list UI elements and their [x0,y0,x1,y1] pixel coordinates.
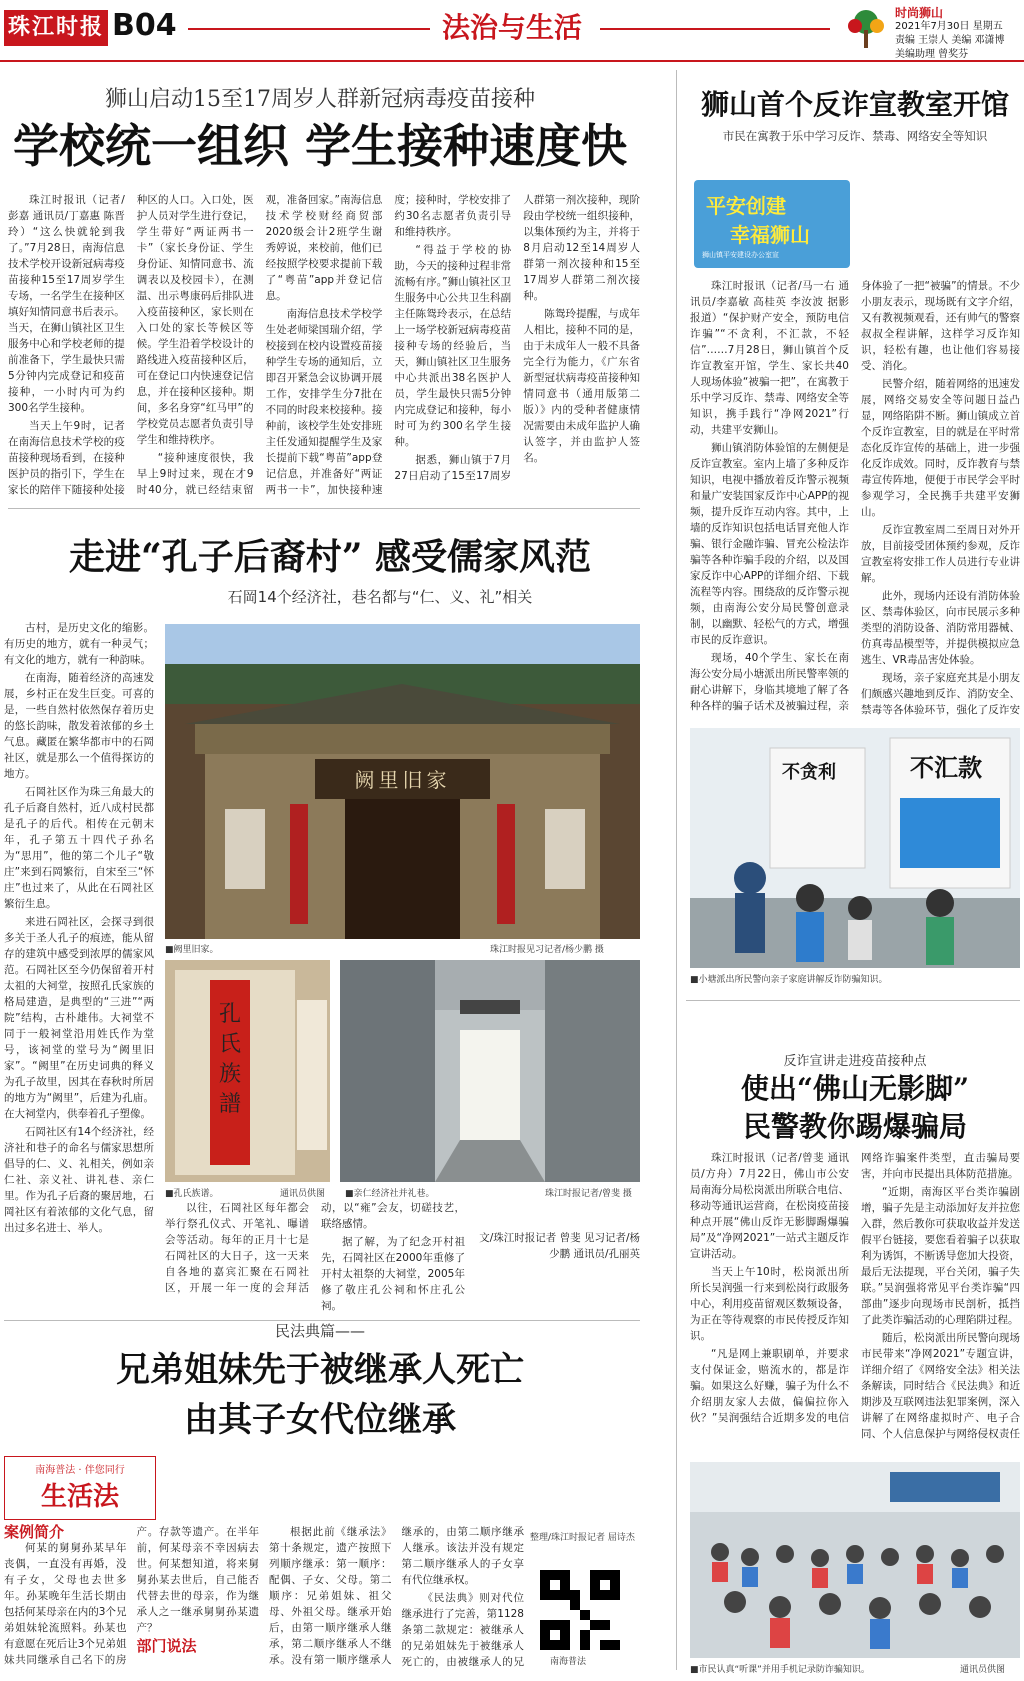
story1-headline: 学校统一组织 学生接种速度快 [12,119,627,173]
photo-alley [340,960,640,1182]
story5-para: “凡是网上兼职刷单，并要求支付保证金，赔流水的，都是诈骗。如果这么好赚，骗子为什么不介绍朋友家人去做，偏偏拉你入伙？”吴润强结合近期多发的电信网络诈骗案件类型，直击骗局要害，并向市民提出具体防范措施。 [690,1152,1020,1424]
law-column-logo [4,1456,156,1520]
caption-genealogy: ■孔氏族谱。 [165,1189,219,1199]
story3-para: 根据此前《继承法》第十条规定，遗产按照下列顺序继承：第一顺序：配偶、子女、父母。第二顺序：兄弟姐妹、祖父母、外祖父母。继承开始后，由第一顺序继承人继承，第二顺序继承人不继承。没有第一顺序继承人继承的，由第二顺序继承人继承。该法并没有规定第二顺序继承人的子女享有代位继承权。 [269,1526,524,1666]
photo-ancestral-hall [165,624,640,939]
story4-subhead: 市民在寓教于乐中学习反诈、禁毒、网络安全等知识 [722,129,988,143]
story5-headline-2: 民警教你踢爆骗局 [742,1110,967,1143]
photo-genealogy [165,960,330,1182]
story1-body [8,192,640,500]
badge-sub: 狮山镇平安建设办公室宣 [702,251,779,259]
story1-para: “接种速度很快，我早上9时过来，现在才9时40分，就已经结束留观，准备回家。”南海信息技术学校财经商贸部2020级会计2班学生谢秀婷说，来校前，他们已经按照学校要求提前下载了“粤苗”app并登记信息。 [136,194,383,496]
masthead-bottom-rule [0,60,1024,62]
section-title: 法治与生活 [430,6,594,46]
qr-code-icon [540,1570,620,1650]
section-case-summary: 案例简介 [4,1524,65,1541]
story2-body-bottom [165,1200,465,1315]
photo-anti-fraud-room [690,728,1020,968]
story2-byline: 文/珠江时报记者 曾斐 见习记者/杨少鹏 通讯员/孔丽英 [479,1232,640,1260]
story2-body-left [4,620,154,1315]
credit-genealogy: 通讯员供图 [280,1189,326,1199]
editor-assistant: 美编助理 曾奖芬 [895,49,969,60]
story4-para: 珠江时报讯（记者/马一右 通讯员/李嘉敏 高桂英 李汝波 据影报道）“保护财产安全，预防电信诈骗”“不贪利，不汇款，不轻信”……7月28日，狮山镇首个反诈宣教室开馆，学生、家长共40人现场体验“被骗一把”，在寓教于乐中学习反诈、禁毒、网络安全等知识，携手践行“净网2021”行动，共建平安狮山。 [690,280,849,436]
photo-sign-2: 不汇款 [910,753,982,782]
story2-para: 来进石岡社区，会探寻到很多关于圣人孔子的痕迹，能从留存的建筑中感受到浓厚的儒家风范。石岡社区至今仍保留着开村太祖的大祠堂，按照孔氏家族的格局建造，是典型的“三进”“两院”结构，古朴雄伟。大祠堂不同于一般祠堂沿用姓氏作为堂号，该祠堂的堂号为“阙里旧家”。“阙里”在历史词典的释义为孔子故里，因其在春秋时所居的地方为“阙里”，后建为孔庙。在大祠堂内，供奉着孔子塑像。 [4,916,154,1120]
story3-para: 何某的舅舅孙某早年丧偶，一直没有再婚，没有子女，父母也去世多年。孙某晚年生活长期由包括何某母亲在内的3个兄弟姐妹轮流照料。孙某也有意愿在死后让3个兄弟姐妹共同继承自己名下的房产。存款等遗产。在半年前，何某母亲不幸因病去世。何某想知道，将来舅舅孙某去世后，自己能否代替去世的母亲，作为继承人之一继承舅舅孙某遗产？ [4,1526,259,1666]
tree-logo-icon [843,6,889,52]
story3-byline: 整理/珠江时报记者 屈诗杰 [530,1533,635,1543]
story1-para: “得益于学校的协助，今天的接种过程非常流畅有序。”狮山镇社区卫生服务中心公共卫生科副主任陈鸳玲表示，在总结上一场学校新冠病毒疫苗接种专场的经验后，当天，狮山镇社区卫生服务中心共派出38名医护人员，学生最快只需5分钟内完成登记和接种，每小时可为约300名学生接种。 [394,244,512,448]
masthead-info [895,6,1005,62]
story2-para: 古村，是历史文化的缩影。有历史的地方，就有一种灵气；有文化的地方，就有一种韵味。 [4,622,154,666]
story1-para: 珠江时报讯（记者/彭嘉 通讯员/丁嘉惠 陈晋玲）“这么快就轮到我了。”7月28日，南海信息技术学校开设新冠病毒疫苗接种15至17周岁学生专场，一名学生在接种区填好知情同意书后表示。当天，在狮山镇社区卫生服务中心和学校老师的提前准备下，学生最快只需5分钟内完成登记和疫苗接种，一小时内可为约300名学生接种。 [8,194,125,414]
story4-body [690,278,1020,724]
story4-para: 狮山镇消防体验馆的左侧便是反诈宣教室。室内上墙了多种反诈知识，电视中播放着反诈警示视频和量广安装国家反诈中心APP的视频，提升反诈互动内容。其中，上墙的反诈知识包括电话冒充他人诈骗、银行金融诈骗、冒充公检法诈骗等各种诈骗手段的介绍，以及国家反诈中心APP的详细介绍、下载流程等内容。围绕敌的反诈警示视频，由南海公安分局民警创意录制，以幽默、轻松气的方式，增强市民的反诈意识。 [690,442,849,646]
hall-plaque: 阙里旧家 [354,768,451,792]
story4-para: 现场，40个学生、家长在南海公安分局小塘派出所民警率领的耐心讲解下，身临其境地了解了各种各样的骗子话术及被骗过程，亲身体验了一把“被骗”的情景。不少小朋友表示，现场既有文字介绍，又有教视频观看，还有帅气的警察叔叔全程讲解，这样学习反诈知识，轻松有趣，也让他们容易接受、消化。 [690,280,1020,712]
story1-para: 陈鸳玲提醒，与成年人相比，接种不同的是，由于未成年人一般不具备完全行为能力，《广东省新型冠状病毒疫苗接种知情同意书（通用版第二版）》内的受种者健康情况需要由未成年监护人确认签字，并由监护人签名。 [523,308,640,464]
story5-para: 随后，松岗派出所民警向现场市民带来“净网2021”专题宣讲，详细介绍了《网络安全法》相关法条解读，同时结合《民法典》和近期涉及互联网违法犯罪案例，深入讲解了在网络虚拟时产、电子合同、个人信息保护与网络侵权责任 [861,1332,1020,1440]
story3-headline-2: 由其子女代位继承 [184,1400,456,1440]
story5-kicker: 反诈宣讲走进疫苗接种点 [783,1054,927,1069]
caption-alley: ■亲仁经济社并礼巷。 [345,1189,435,1199]
story1-kicker: 狮山启动15至17周岁人群新冠病毒疫苗接种 [105,87,535,112]
story1-para: 南海信息技术学校学生处老师梁国瑞介绍，学校接到在校内设置疫苗接种学生专场的通知后，立即召开紧急会议协调开展工作，安排学生分7批在不同的时段来校接种。接种前，该校学生处安排班主任发通知提醒学生及家长提前下载“粤苗”app登记信息，并准备好“两证两书一卡”，加快接种速度；接种时，学校安排了约30名志愿者负责引导和维持秩序。 [265,194,512,496]
story2-para: 据了解，为了纪念开村祖先，石岡社区在2000年重修了开村太祖祭的大祠堂，2005年修了敬庄孔公祠和怀庄孔公祠。 [321,1236,465,1312]
story5-headline-1: 使出“佛山无影脚” [740,1072,970,1105]
brand-name: 时尚狮山 [895,6,944,20]
masthead-rule-right [600,28,830,30]
credit-alley: 珠江时报记者/曾斐 摄 [545,1189,632,1199]
credit-vaccination-site: 通讯员供图 [960,1665,1006,1675]
genealogy-title: 孔氏族譜 [218,1002,241,1117]
story4-para: 民警介绍，随着网络的迅速发展，网络交易安全等问题日益凸显，网络陷阱不断。狮山镇成立首个反诈宣教室，目的就是在平时常态化反诈宣传的基础上，进一步强化反诈成效。同时，反诈教育与禁毒宣传阵地，便便于市民学会平时参观学习，全民携手共建平安狮山。 [861,378,1020,518]
logo-title: 生活法 [40,1482,119,1512]
story3-para: 《民法典》则对代位继承进行了完善，第1128条第二款规定：被继承人的兄弟姐妹先于被继承人死亡的，由被继承人的兄 [401,1592,524,1668]
badge-line2: 幸福狮山 [730,223,810,247]
story2-subhead: 石岡14个经济社，巷名都与“仁、义、礼”相关 [227,588,533,606]
qr-caption: 南海普法 [550,1657,587,1667]
caption-vaccination-site: ■市民认真“听课”并用手机记录防诈骗知识。 [690,1665,870,1675]
story5-para: 当天上午10时，松岗派出所所长吴润强一行来到松岗行政服务中心，利用疫苗留观区数频设备，为正在等待观察的市民传授反诈知识。 [690,1266,849,1342]
page-number: B04 [112,8,177,43]
story5-body [690,1150,1020,1456]
story4-para: 现场，亲子家庭充其是小朋友们颇感兴趣地到反诈、消防安全、禁毒等各体验环节，强化了反诈安 [861,672,1020,716]
story4-para: 反诈宣教室周二至周日对外开放，目前接受团体预约参观，反诈宣教室将安排工作人员进行专业讲解。 [861,524,1020,584]
story3-kicker: 民法典篇—— [274,1322,365,1340]
story1-para: 当天上午9时，记者在南海信息技术学校的疫苗接种现场看到，在接种医护员的指引下，学生在家长的陪伴下随接种处接种区的人口。入口处，医护人员对学生进行登记，学生带好“两证两书一卡”（家长身份证、学生身份证、知情同意书、流调表以及校园卡），在测温、出示粤康码后排队进入疫苗接种区，家长则在入口处的家长等候区等候。学生沿着学校设计的路线进入疫苗接种区后，可在登记口内快速登记信息，并在接种区接种。期间，多名身穿“红马甲”的学校党员志愿者负责引导学生和维持秩序。 [8,194,254,496]
story1-para: 据悉，狮山镇于7月27日启动了15至17周岁人群第一剂次接种，现阶段由学校统一组织接种，以集体预约为主，并将于8月启动12至14周岁人群第一剂次接种和15至17周岁人群第二剂次接种。 [394,194,640,482]
story2-headline: 走进“孔子后裔村” 感受儒家风范 [69,536,591,578]
divider [8,508,640,509]
issue-date: 2021年7月30日 星期五 [895,21,1003,32]
story3-body [4,1524,524,1680]
editors: 责编 王崇人 美编 邓潇博 [895,35,1005,46]
safety-badge [694,180,850,268]
story4-headline: 狮山首个反诈宣教室开馆 [700,88,1009,121]
story2-para: 以往，石岡社区每年都会举行祭孔仪式、开笔礼、曝谱会等活动。每年的正月十七是石岡社区的大日子，这一天来自各地的嘉宾汇聚在石岡社区，开展一年一度的会拜活动，以“雍”会友，切磋技艺，联络感情。 [165,1202,465,1294]
section-department-view: 部门说法 [136,1637,197,1655]
caption-hall: ■阙里旧家。 [165,945,219,955]
divider [686,1000,1020,1001]
story3-headline-1: 兄弟姐妹先于被继承人死亡 [116,1350,524,1390]
story4-para: 此外，现场内还设有消防体验区、禁毒体验区，向市民展示多种类型的消防设备、消防常用器械、仿真毒品模型等，并提供模拟应急逃生、VR毒品害处体验。 [861,590,1020,666]
story2-para: 在南海，随着经济的高速发展，乡村正在发生巨变。可喜的是，一些自然村依然保存着历史的悠长韵味，散发着浓郁的乡土气息。藏匿在繁华都市中的石岡社区，就是那么一个值得探访的地方。 [4,672,154,780]
story5-para: “近期，南海区平台类诈骗剧增，骗子先是主动添加好友并拉您入群，然后教你可获取收益并发送假平台链接，要您看着骗子以获取利为诱饵，不断诱导您加大投资，最后无法提现，平台关闭，骗子失联。”吴润强将常见平台类诈骗“四部曲”逐步向现场市民剖析，抵挡了此类诈骗活动的心理陷阱过程。 [861,1186,1020,1326]
credit-hall: 珠江时报见习记者/杨少鹏 摄 [490,945,604,955]
caption-anti-fraud-room: ■小塘派出所民警向亲子家庭讲解反诈防骗知识。 [690,975,888,985]
story5-para: 珠江时报讯（记者/曾斐 通讯员/方舟）7月22日，佛山市公安局南海分局松岗派出所联合电信、移动等通讯运营商，在松岗疫苗接种点开展“佛山反诈无影脚踢爆骗局”及“净网2021”一站式主题反诈宣讲活动。 [690,1152,849,1260]
column-divider [676,70,677,1670]
story2-para: 石岡社区作为珠三角最大的孔子后裔自然村，近八成村民都是孔子的后代。相传在元朝末年，孔子第五十四代子孙名为“思用”，他的第二个儿子“敬庄”来到石岡繁衍，自宋至三“怀庄”也过来了，从此在石岡社区繁衍生息。 [4,786,154,910]
photo-vaccination-site [690,1462,1020,1658]
story2-para: 石岡社区有14个经济社，经济社和巷子的命名与儒家思想所倡导的仁、义、礼相关，例如亲仁社、亲义社、讲礼巷、亲仁里。作为孔子后裔的聚居地，石岡社区有着浓郁的文化气息，留出过多名进士、举人。 [4,1126,154,1234]
badge-line1: 平安创建 [706,194,786,218]
newspaper-logo: 珠江时报 [4,10,108,46]
logo-tagline: 南海普法 · 伴您同行 [35,1465,125,1476]
photo-sign-1: 不贪利 [782,762,836,783]
